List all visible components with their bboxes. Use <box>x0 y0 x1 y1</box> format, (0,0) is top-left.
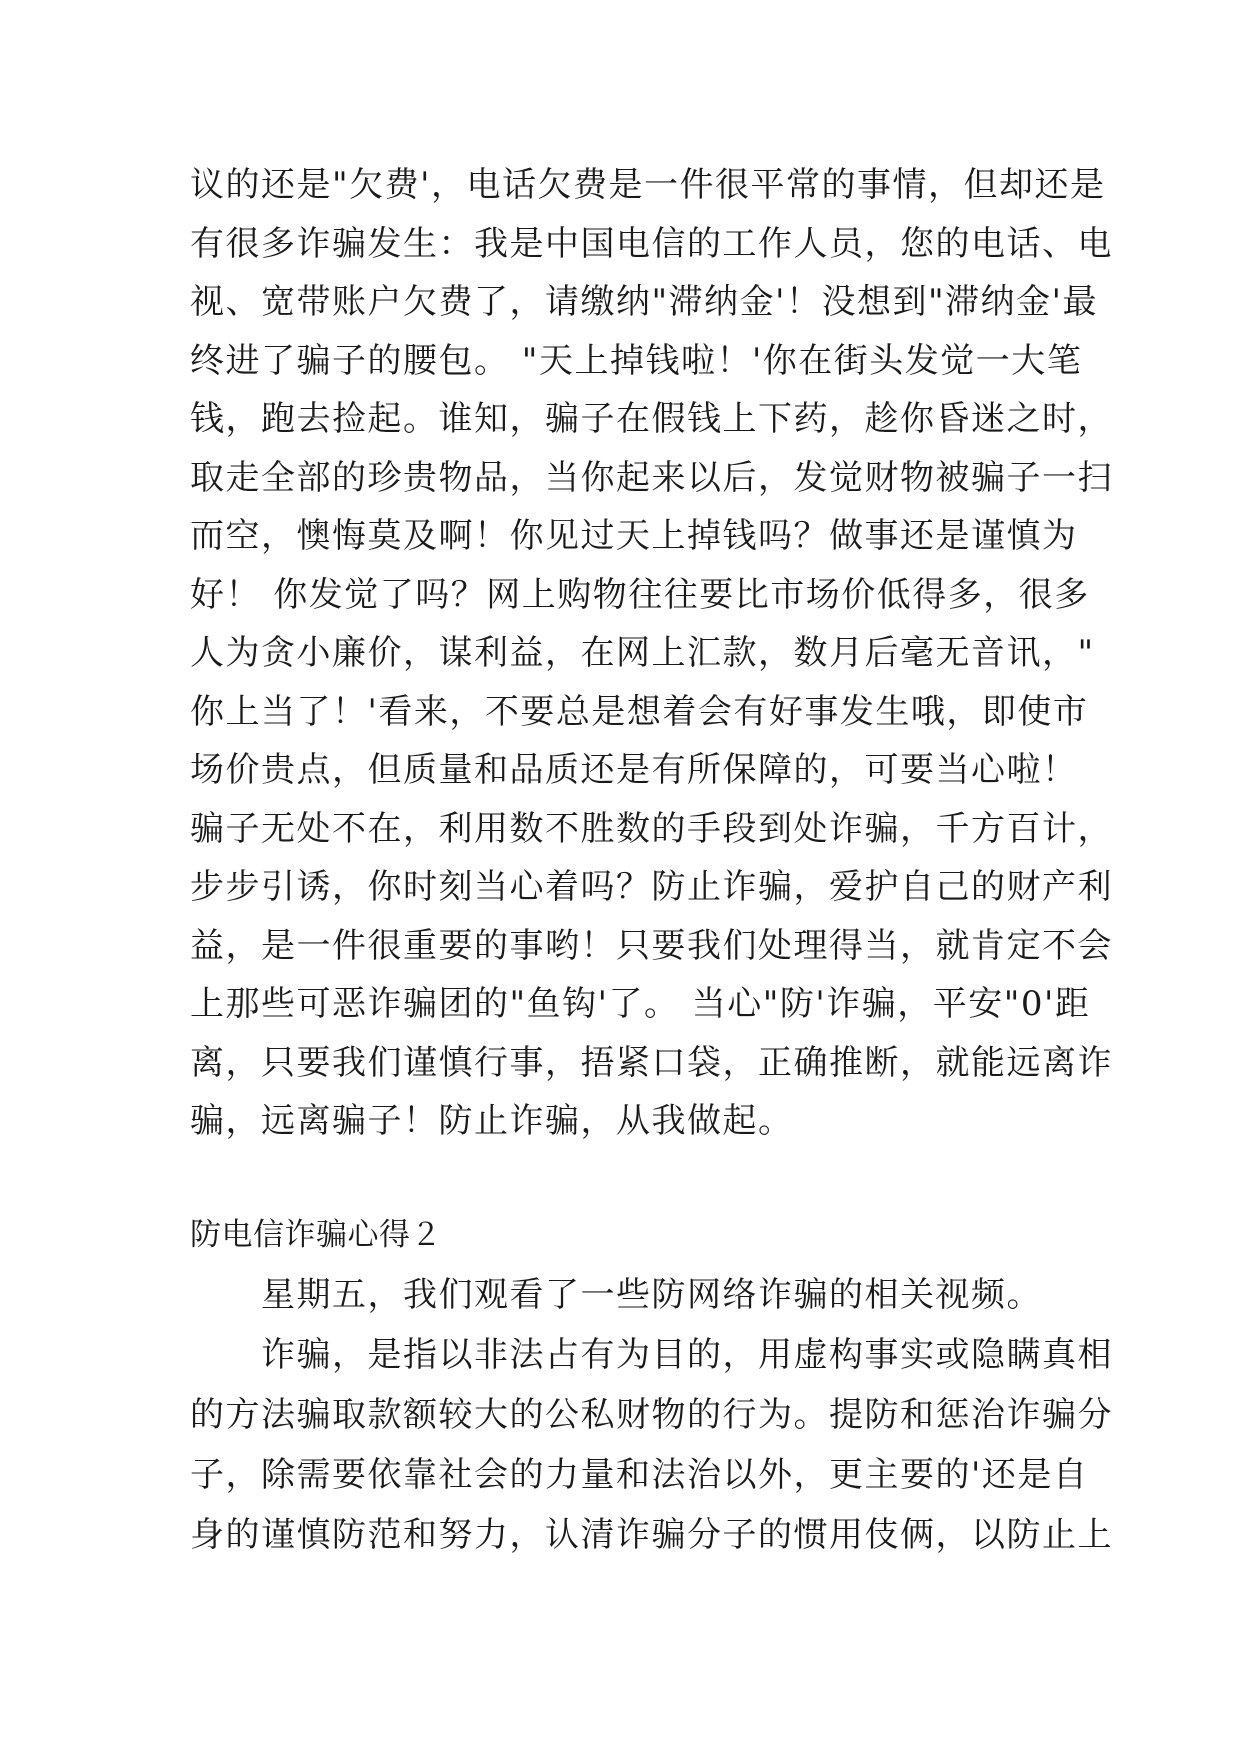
text-line: 议的还是"欠费'，电话欠费是一件很平常的事情，但却还是 <box>190 165 1106 205</box>
text-line: 子，除需要依靠社会的力量和法治以外，更主要的'还是自 <box>190 1455 1089 1495</box>
text-line: 步步引诱，你时刻当心着吗？防止诈骗，爱护自己的财产利 <box>190 867 1113 907</box>
heading-text: 防电信诈骗心得２ <box>190 1217 442 1253</box>
text-line: 星期五，我们观看了一些防网络诈骗的相关视频。 <box>190 1275 1042 1315</box>
text-line: 好！ 你发觉了吗？网上购物往往要比市场价低得多，很多 <box>190 574 1090 615</box>
text-line: 终进了骗子的腰包。 "天上掉钱啦！'你在街头发觉一大笔 <box>190 340 1083 381</box>
body-paragraph <box>190 1265 1113 1565</box>
text-line: 而空，懊悔莫及啊！你见过天上掉钱吗？做事还是谨慎为 <box>190 516 1078 556</box>
section-heading <box>190 1210 1060 1260</box>
text-line: 取走全部的珍贵物品，当你起来以后，发觉财物被骗子一扫 <box>190 457 1113 498</box>
text-line: 视、宽带账户欠费了，请缴纳"滞纳金'！没想到"滞纳金'最 <box>190 282 1098 322</box>
text-line: 诈骗，是指以非法占有为目的，用虚构事实或隐瞒真相 <box>190 1335 1113 1375</box>
text-line: 离，只要我们谨慎行事，捂紧口袋，正确推断，就能远离诈 <box>190 1042 1113 1083</box>
text-line: 你上当了！'看来，不要总是想着会有好事发生哦，即使市 <box>190 691 1089 732</box>
body-paragraph <box>190 156 1113 1151</box>
text-line: 骗子无处不在，利用数不胜数的手段到处诈骗，千方百计， <box>190 808 1113 849</box>
text-line: 有很多诈骗发生：我是中国电信的工作人员，您的电话、电 <box>190 223 1113 264</box>
text-line: 身的谨慎防范和努力，认清诈骗分子的惯用伎俩，以防止上 <box>190 1515 1113 1555</box>
text-line: 的方法骗取款额较大的公私财物的行为。提防和惩治诈骗分 <box>190 1395 1113 1435</box>
text-line: 场价贵点，但质量和品质还是有所保障的，可要当心啦！ <box>190 750 1078 790</box>
text-line: 人为贪小廉价，谋利益，在网上汇款，数月后毫无音讯，" <box>190 633 1095 673</box>
text-line: 上那些可恶诈骗团的"鱼钩'了。 当心"防'诈骗，平安"0'距 <box>190 984 1091 1024</box>
text-line: 益，是一件很重要的事哟！只要我们处理得当，就肯定不会 <box>190 925 1113 966</box>
text-line: 钱，跑去捡起。谁知，骗子在假钱上下药，趁你昏迷之时， <box>190 399 1113 439</box>
text-line: 骗，远离骗子！防止诈骗，从我做起。 <box>190 1101 794 1141</box>
